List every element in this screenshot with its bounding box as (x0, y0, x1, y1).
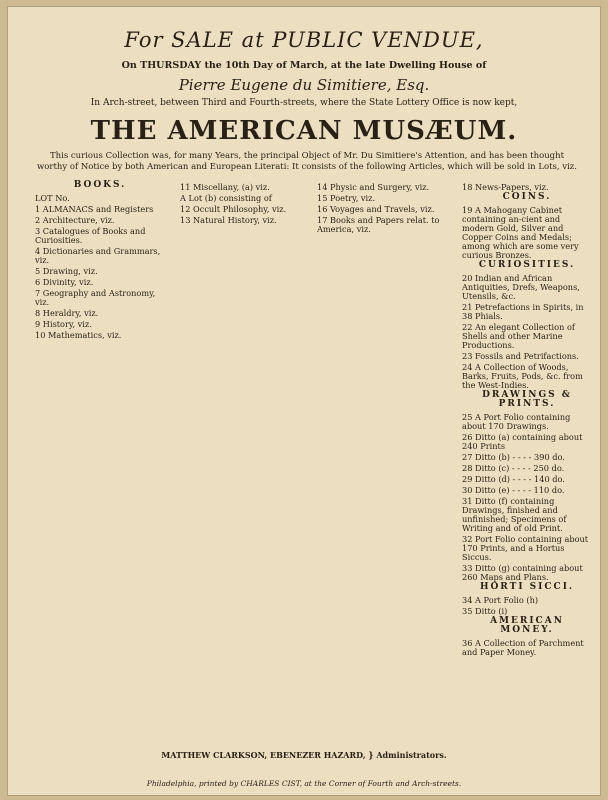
lot-32: 32 Port Folio containing about 170 Prints, and a Hortus Siccus. (462, 534, 589, 562)
lot-2: 2 Architecture, viz. (35, 215, 115, 225)
intro-text: This curious Collection was, for many Years, the principal Object of Mr. Du Simitiere's Attention, and has been thought worthy of Notice by both American and European Literati: It consists of the following Articles, which will be sold in Lots, viz. (37, 151, 577, 173)
lot-a-lot: A Lot (b) consisting of (180, 193, 272, 203)
lot-5: 5 Drawing, viz. (35, 266, 98, 276)
header-line2: On THURSDAY the 10th Day of March, at the late Dwelling House of (121, 60, 487, 71)
lot-1: 1 ALMANACS and Registers (35, 204, 154, 214)
lot-29: 29 Ditto (d) - - - - 140 do. (462, 474, 565, 484)
lot-7: 7 Geography and Astronomy, viz. (35, 288, 156, 307)
column-4 (462, 181, 592, 658)
lot-16: 16 Voyages and Travels, viz. (317, 204, 435, 214)
header-line4: In Arch-street, between Third and Fourth-streets, where the State Lottery Office is now kept, (90, 98, 518, 108)
lot-34: 34 A Port Folio (h) (462, 595, 539, 605)
broadside (7, 6, 601, 796)
lot-18: 18 News-Papers, viz. (462, 182, 549, 192)
coins-heading: COINS. (502, 192, 552, 202)
administrators: MATTHEW CLARKSON, EBENEZER HAZARD, } Administrators. (161, 750, 447, 760)
column-1 (35, 181, 165, 341)
lot-9: 9 History, viz. (35, 319, 92, 329)
drawings-heading: DRAWINGS & PRINTS. (482, 390, 572, 409)
lot-heading: LOT No. (35, 193, 70, 203)
column-3 (317, 181, 447, 235)
lot-3: 3 Catalogues of Books and Curiosities. (35, 226, 146, 245)
lot-27: 27 Ditto (b) - - - - 390 do. (462, 452, 565, 462)
lot-4: 4 Dictionaries and Grammars, viz. (35, 246, 161, 265)
lot-30: 30 Ditto (e) - - - - 110 do. (462, 485, 565, 495)
lot-17: 17 Books and Papers relat. to America, viz. (317, 215, 440, 234)
lot-19: 19 A Mahogany Cabinet containing an-cient and modern Gold, Silver and Copper Coins and Medals; among which are some very curious Bronzes. (462, 205, 579, 260)
money-heading: AMERICAN MONEY. (490, 616, 564, 635)
lot-10: 10 Mathematics, viz. (35, 330, 122, 340)
lot-6: 6 Divinity, viz. (35, 277, 94, 287)
lot-35: 35 Ditto (i) (462, 606, 508, 616)
lot-36: 36 A Collection of Parchment and Paper Money. (462, 638, 584, 657)
header-line1: For SALE at PUBLIC VENDUE, (124, 28, 484, 52)
lot-31: 31 Ditto (f) containing Drawings, finished and unfinished; Specimens of Writing and of old Print. (462, 496, 567, 533)
header-line3: Pierre Eugene du Simitiere, Esq. (178, 76, 430, 94)
printer-line: Philadelphia, printed by CHARLES CIST, at the Corner of Fourth and Arch-streets. (146, 779, 462, 788)
lot-20: 20 Indian and African Antiquities, Drefs, Weapons, Utensils, &c. (462, 273, 580, 301)
lot-15: 15 Poetry, viz. (317, 193, 376, 203)
lot-28: 28 Ditto (c) - - - - 250 do. (462, 463, 565, 473)
lot-25: 25 A Port Folio containing about 170 Drawings. (462, 412, 571, 431)
lot-23: 23 Fossils and Petrifactions. (462, 351, 579, 361)
lot-13: 13 Natural History, viz. (180, 215, 277, 225)
column-2 (180, 181, 300, 226)
lot-11: 11 Miscellany, (a) viz. (180, 182, 270, 192)
lot-12: 12 Occult Philosophy, viz. (180, 204, 287, 214)
lot-26: 26 Ditto (a) containing about 240 Prints (462, 432, 583, 451)
curiosities-heading: CURIOSITIES. (478, 260, 576, 270)
lot-14: 14 Physic and Surgery, viz. (317, 182, 430, 192)
lot-33: 33 Ditto (g) containing about 260 Maps and Plans. (462, 563, 583, 582)
lot-24: 24 A Collection of Woods, Barks, Fruits, Pods, &c. from the West-Indies. (462, 362, 583, 390)
horti-heading: HORTI SICCI. (479, 582, 575, 592)
lot-8: 8 Heraldry, viz. (35, 308, 99, 318)
page-title: THE AMERICAN MUSÆUM. (90, 116, 518, 146)
lot-21: 21 Petrefactions in Spirits, in 38 Phials. (462, 302, 584, 321)
lot-22: 22 An elegant Collection of Shells and other Marine Productions. (462, 322, 575, 350)
books-heading: BOOKS. (73, 180, 127, 190)
